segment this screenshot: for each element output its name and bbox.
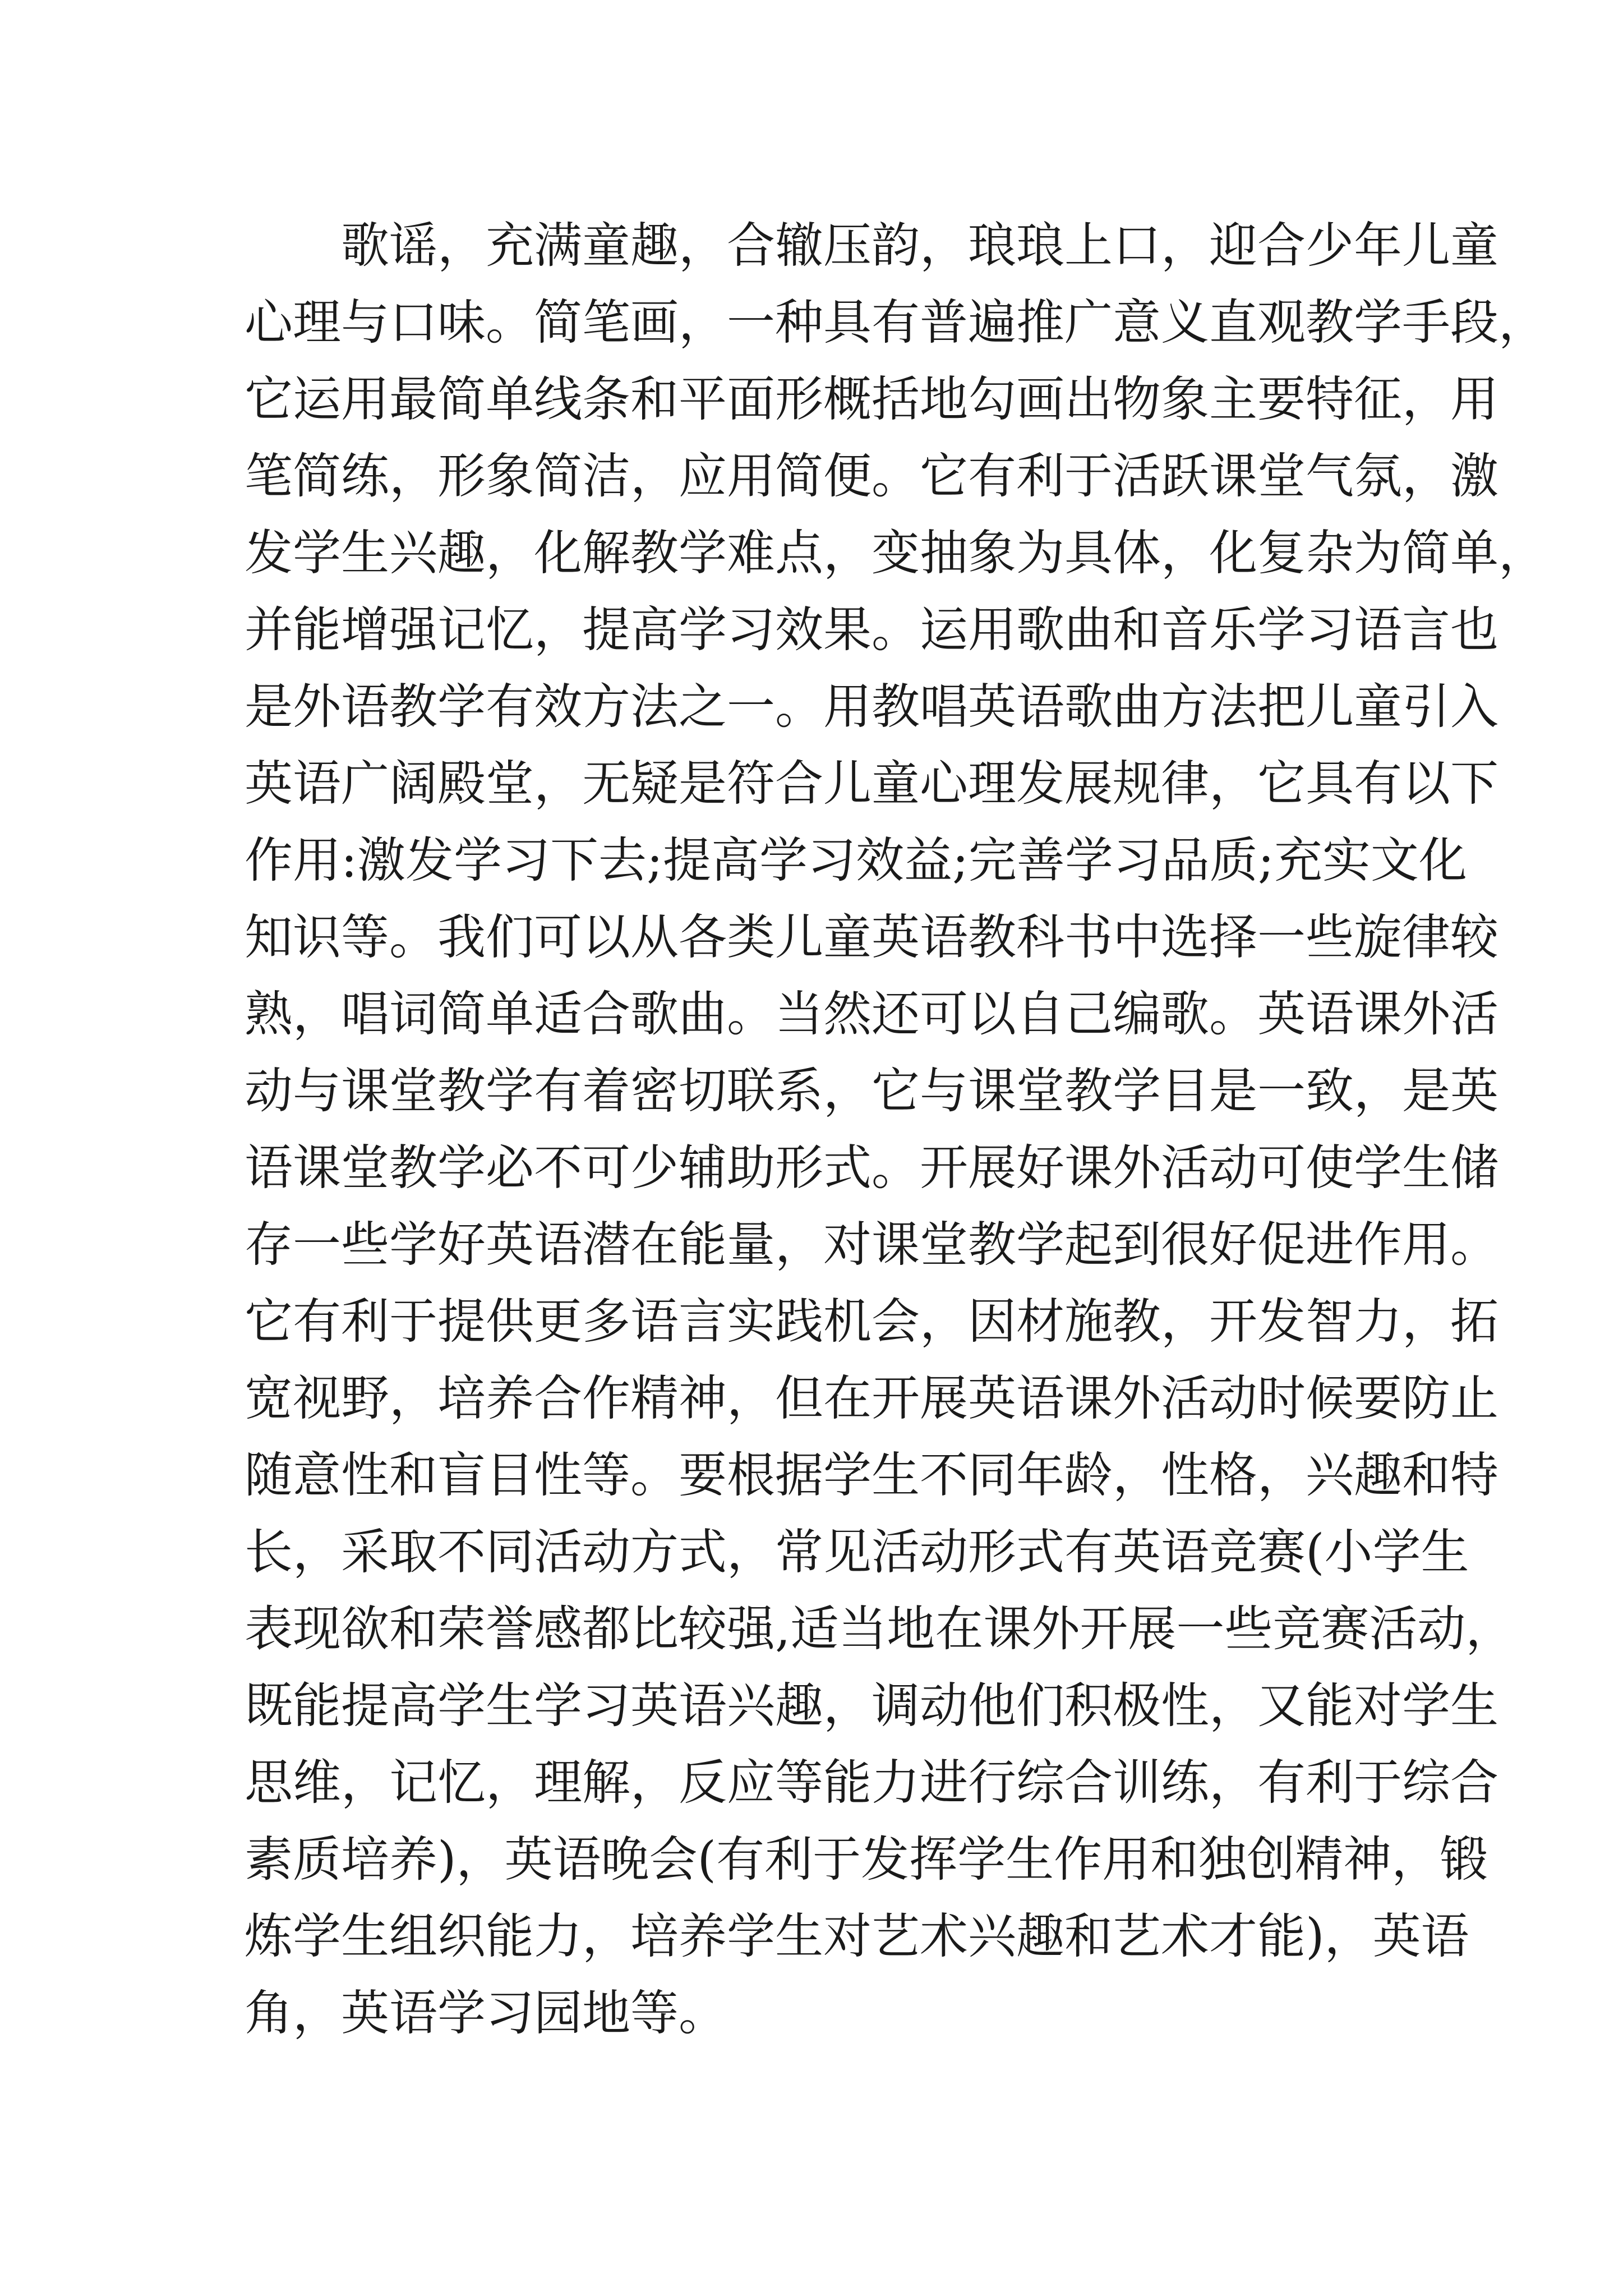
paragraph-line: 知识等。我们可以从各类儿童英语教科书中选择一些旋律较	[245, 909, 1498, 965]
paragraph-line: 是外语教学有效方法之一。用教唱英语歌曲方法把儿童引入	[245, 679, 1498, 735]
paragraph-line: 素质培养)，英语晚会(有利于发挥学生作用和独创精神，锻	[245, 1832, 1488, 1888]
paragraph-line: 并能增强记忆，提高学习效果。运用歌曲和音乐学习语言也	[245, 602, 1498, 658]
paragraph-line: 随意性和盲目性等。要根据学生不同年龄，性格，兴趣和特	[245, 1447, 1498, 1503]
paragraph-line: 宽视野，培养合作精神，但在开展英语课外活动时候要防止	[245, 1370, 1498, 1427]
paragraph-line: 动与课堂教学有着密切联系，它与课堂教学目是一致，是英	[245, 1063, 1498, 1119]
paragraph-line: 英语广阔殿堂，无疑是符合儿童心理发展规律，它具有以下	[245, 756, 1498, 812]
paragraph-line: 存一些学好英语潜在能量，对课堂教学起到很好促进作用。	[245, 1217, 1498, 1273]
paragraph-line: 表现欲和荣誉感都比较强,适当地在课外开展一些竞赛活动，	[245, 1601, 1514, 1657]
paragraph-line: 思维，记忆，理解，反应等能力进行综合训练，有利于综合	[245, 1755, 1498, 1811]
body-paragraph	[245, 208, 1547, 2052]
paragraph-line: 熟，唱词简单适合歌曲。当然还可以自己编歌。英语课外活	[245, 986, 1498, 1042]
paragraph-line: 笔简练，形象简洁，应用简便。它有利于活跃课堂气氛，激	[245, 448, 1498, 504]
paragraph-line: 发学生兴趣，化解教学难点，变抽象为具体，化复杂为简单，	[245, 525, 1547, 581]
paragraph-line: 它有利于提供更多语言实践机会，因材施教，开发智力，拓	[245, 1294, 1498, 1350]
paragraph-line: 角，英语学习园地等。	[245, 1985, 727, 2041]
paragraph-line: 它运用最简单线条和平面形概括地勾画出物象主要特征，用	[245, 371, 1498, 427]
paragraph-line: 作用:激发学习下去;提高学习效益;完善学习品质;充实文化	[245, 832, 1467, 889]
paragraph-line: 既能提高学生学习英语兴趣，调动他们积极性，又能对学生	[245, 1678, 1498, 1734]
paragraph-line: 炼学生组织能力，培养学生对艺术兴趣和艺术才能)，英语	[245, 1908, 1469, 1964]
paragraph-line: 语课堂教学必不可少辅助形式。开展好课外活动可使学生储	[245, 1140, 1498, 1196]
paragraph-line: 歌谣，充满童趣，合辙压韵，琅琅上口，迎合少年儿童	[341, 218, 1498, 274]
paragraph-line: 心理与口味。简笔画，一种具有普遍推广意义直观教学手段，	[245, 295, 1547, 351]
paragraph-line: 长，采取不同活动方式，常见活动形式有英语竞赛(小学生	[245, 1524, 1469, 1580]
